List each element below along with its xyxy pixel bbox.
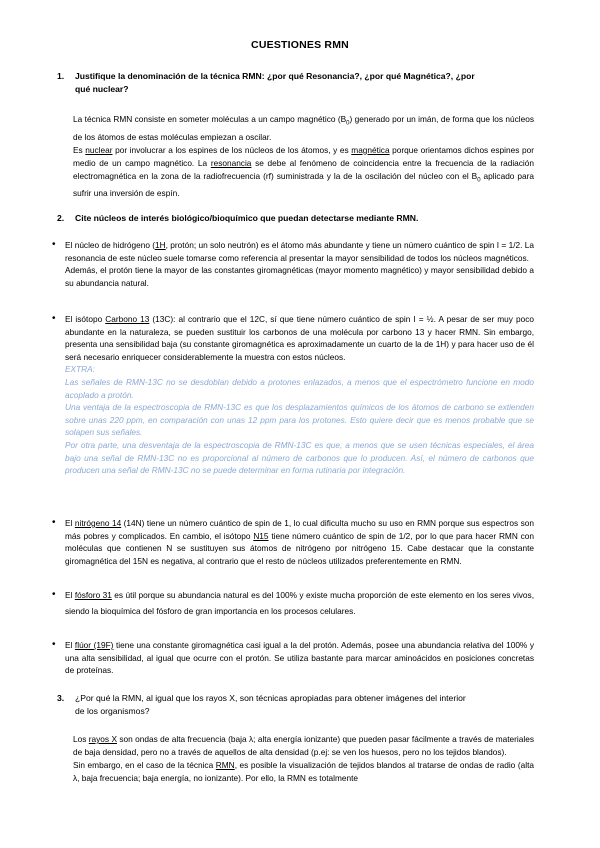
list-item-fluorine: • El flúor (19F) tiene una constante giromagnética casi igual a la del protón. Además, posee una abundancia relativa del 100% y una alta sensibilidad, al igual que ocurre con el protón. Se utiliza bastante para marcar aminoácidos en posiciones concretas de proteínas. <box>52 639 534 676</box>
extra-note: Las señales de RMN-13C no se desdoblan debido a protones enlazados, a menos que el espectrómetro funcione en modo acoplado a protón. <box>65 376 534 400</box>
answer-3 <box>73 733 534 785</box>
extra-note: Una ventaja de la espectroscopia de RMN-13C es que los desplazamientos químicos de los átomos de carbono se extienden sobre unas 220 ppm, en comparación con unas 12 ppm para los protones. Esto quiere decir que es menos probable que se solapen sus señales. <box>65 402 534 438</box>
bullet-icon: • <box>52 589 56 600</box>
question-text-line1: Justifique la denominación de la técnica RMN: ¿por qué Resonancia?, ¿por qué Magnética?, ¿por <box>75 71 475 81</box>
answer-paragraph: La técnica RMN consiste en someter moléculas a un campo magnético $(B_0)$ generado por un imán, de forma que los núcleos de los átomos de estas moléculas empiezan a oscilar. <box>73 114 534 142</box>
page-title: CUESTIONES RMN <box>251 39 349 51</box>
bullet-icon: • <box>52 239 56 250</box>
question-text-line2: de los organismos? <box>75 706 150 716</box>
bullet-icon: • <box>52 313 56 324</box>
question-number: 3. <box>57 693 65 703</box>
question-3 <box>57 692 537 718</box>
question-1 <box>57 70 537 96</box>
list-item-phosphorus: • El fósforo 31 es útil porque su abundancia natural es del 100% y existe mucha proporción de este elemento en los seres vivos, siendo la bioquímica del fósforo de gran importancia en los procesos celulares. <box>52 589 535 616</box>
question-2 <box>57 212 537 225</box>
question-text: Cite núcleos de interés biológico/bioquímico que puedan detectarse mediante RMN. <box>75 213 419 223</box>
list-item-hydrogen: • El núcleo de hidrógeno (1H, protón; un solo neutrón) es el átomo más abundante y tiene un número cuántico de spin I = 1/2. La resonancia de este núcleo suele tomarse como referencia al presentar la mayor sensibilidad de todos los núcleos magnéticos. Además, el protón tiene la mayor de las constantes giromagnéticas (mayor momento magnético) y mayor sensibilidad debido a su abundancia natural. <box>52 239 534 288</box>
answer-paragraph: Sin embargo, en el caso de la técnica RMN, es posible la visualización de tejidos blandos al tratarse de ondas de radio (alta λ, baja frecuencia; baja energía, no ionizante). Por ello, la RMN es totalmente <box>73 760 534 783</box>
question-text-line2: qué nuclear? <box>75 84 129 94</box>
question-number: 1. <box>57 71 65 81</box>
list-item-carbon-13: • El isótopo Carbono 13 (13C): al contrario que el 12C, sí que tiene número cuántico de spin I = ½. A pesar de ser muy poco abundante en la naturaleza, se pueden sustituir los carbonos de una molécula por carbono 13 y hacer RMN. Sin embargo, presenta una sensibilidad baja (su constante giromagnética es aproximadamente un cuarto de la de 1H) y para hacer uso de él será necesario enriquecer considerablemente la muestra con estos núcleos. EXTRA: Las señales de RMN-13C no se desdoblan debido a protones enlazados, a menos que el espectrómetro funcione en modo acoplado a protón. Una ventaja de la espectroscopia de RMN-13C es que los desplazamientos químicos de los átomos de carbono se extienden sobre unas 220 ppm, en comparación con unas 12 ppm para los protones. Esto quiere decir que es menos probable que se solapen sus señales. Por otra parte, una desventaja de la espectroscopia de RMN-13C es que, a menos que se usen técnicas especiales, el área bajo una señal de RMN-13C no es proporcional al número de carbonos que lo producen. Así, el número de carbonos que producen una señal de RMN-13C no se puede determinar en forma rutinaria por integración. <box>52 313 534 476</box>
bullet-icon: • <box>52 517 56 528</box>
answer-paragraph: Los rayos X son ondas de alta frecuencia (baja λ; alta energía ionizante) que pueden pasar fácilmente a través de materiales de baja densidad, pero no a través de aquellos de alta densidad (p.ej: se ven los huesos, pero no los tejidos blandos). <box>73 734 534 757</box>
extra-note: Por otra parte, una desventaja de la espectroscopia de RMN-13C es que, a menos que se usen técnicas especiales, el área bajo una señal de RMN-13C no es proporcional al número de carbonos que lo producen. Así, el número de carbonos que producen una señal de RMN-13C no se puede determinar en forma rutinaria por integración. <box>65 439 534 476</box>
bullet-icon: • <box>52 639 56 650</box>
answer-paragraph: Es nuclear por involucrar a los espines de los núcleos de los átomos, y es magnética porque orientamos dichos espines por medio de un campo magnético. La resonancia se debe al fenómeno de coincidencia entre la frecuencia de la radiación electromagnética en la zona de la radiofrecuencia (rf) suministrada y la de la oscilación del núcleo con el $B_0$ aplicado para sufrir una inversión de espín. <box>73 144 535 199</box>
list-item-nitrogen: • El nitrógeno 14 (14N) tiene un número cuántico de spin de 1, lo cual dificulta mucho su uso en RMN porque sus espectros son más pobres y complicados. En cambio, el isótopo N15 tiene número cuántico de spin de 1/2, por lo que para hacer RMN con moléculas que contienen N se sustituyen sus átomos de nitrógeno por nitrógeno 15. Cabe destacar que la constante giromagnética del 15N es negativa, al contrario que el resto de núcleos utilizados preferentemente en RMN. <box>52 517 535 566</box>
question-number: 2. <box>57 213 65 223</box>
extra-label: EXTRA: <box>65 364 95 375</box>
answer-1 <box>73 113 534 200</box>
question-text-line1: ¿Por qué la RMN, al igual que los rayos X, son técnicas apropiadas para obtener imágenes del interior <box>75 693 466 703</box>
